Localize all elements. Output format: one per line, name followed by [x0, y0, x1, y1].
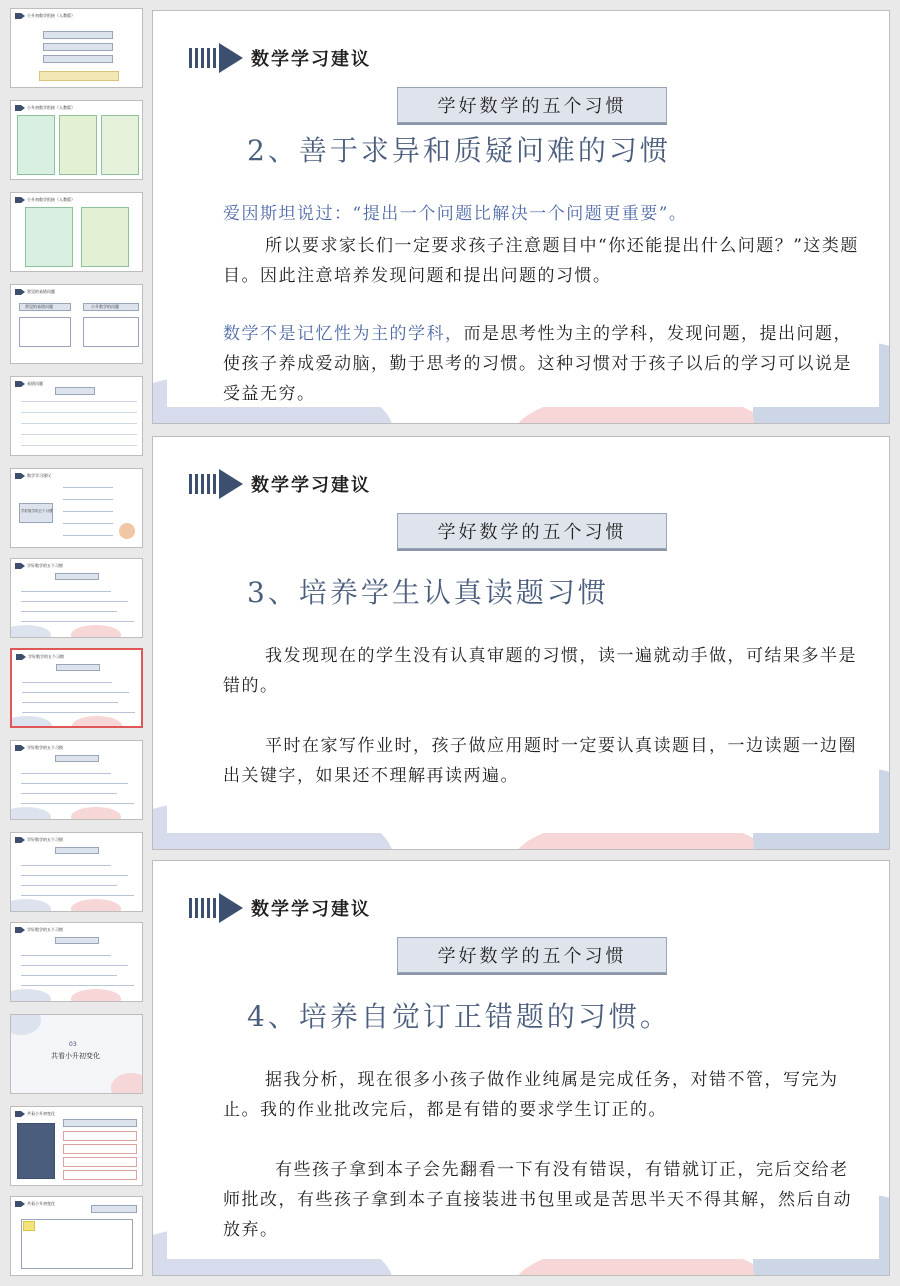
- thumb-decor: [21, 591, 111, 592]
- thumb-decor: [21, 885, 117, 886]
- thumb-decor: [55, 387, 95, 395]
- thumb-header: [15, 197, 75, 203]
- thumb-decor: [71, 899, 121, 912]
- body-paragraph: 据我分析，现在很多小孩子做作业纯属是完成任务，对错不管，写完为止。我的作业批改完后，都是有错的要求学生订正的。: [223, 1070, 839, 1120]
- thumb-title: 学好数学的五个习惯: [27, 927, 63, 932]
- habit-heading: 4、培养自觉订正错题的习惯。: [247, 1000, 671, 1033]
- thumb-text: 共看小升初变化: [51, 1052, 100, 1060]
- slide-thumbnail[interactable]: [10, 1196, 143, 1276]
- slide-header-title: 数学学习建议: [251, 49, 371, 70]
- thumb-title: 共看小升初变化: [27, 1201, 55, 1206]
- emphasis-text: 数学不是记忆性为主的学科，: [223, 324, 464, 344]
- slide-thumbnail[interactable]: [10, 8, 143, 88]
- thumb-decor: [43, 43, 113, 51]
- slide-header-title: 数学学习建议: [251, 899, 371, 920]
- thumb-decor: [22, 682, 112, 683]
- thumb-decor: [63, 1157, 137, 1167]
- thumb-text: 小升数学的问题: [91, 304, 119, 309]
- thumb-decor: [72, 716, 122, 728]
- thumb-decor: [21, 773, 111, 774]
- thumb-decor: [22, 692, 129, 693]
- habit-heading: 2、善于求异和质疑问难的习惯: [247, 134, 671, 167]
- thumb-decor: [101, 115, 139, 175]
- thumb-decor: [10, 716, 52, 728]
- arrow-icon: [15, 473, 25, 479]
- arrow-bars-icon: [189, 469, 247, 499]
- thumb-decor: [10, 899, 51, 912]
- thumb-decor: [59, 115, 97, 175]
- slide-header-title: 数学学习建议: [251, 475, 371, 496]
- quote-paragraph: [223, 199, 873, 229]
- thumb-decor: [81, 207, 129, 267]
- arrow-icon: [16, 654, 26, 660]
- thumb-title: 小升初数学衔接（人教版）: [27, 105, 75, 110]
- thumb-decor: [10, 807, 51, 820]
- thumb-decor: [10, 1014, 41, 1035]
- thumb-decor: [63, 535, 113, 536]
- thumb-decor: [19, 317, 71, 347]
- slide-header: [189, 893, 371, 923]
- slide-thumbnail[interactable]: [10, 468, 143, 548]
- slide-thumbnail[interactable]: [10, 376, 143, 456]
- thumb-decor: [71, 807, 121, 820]
- subtitle-box: 学好数学的五个习惯: [397, 937, 667, 973]
- thumb-decor: [21, 401, 137, 402]
- thumb-decor: [21, 875, 128, 876]
- thumb-decor: [23, 1221, 35, 1231]
- slide-thumbnail-panel[interactable]: [0, 0, 150, 1286]
- slide-thumbnail[interactable]: [10, 192, 143, 272]
- thumb-header: [15, 1111, 55, 1117]
- slide-thumbnail[interactable]: [10, 832, 143, 912]
- thumb-decor: [63, 487, 113, 488]
- thumb-header: [15, 563, 63, 569]
- thumb-decor: [22, 702, 118, 703]
- thumb-text: 学好数学的五个习惯: [21, 509, 53, 513]
- thumb-decor: [43, 31, 113, 39]
- thumb-decor: [39, 71, 119, 81]
- body-paragraph: 有些孩子拿到本子会先翻看一下有没有错误，有错就订正，完后交给老师批改，有些孩子拿到本子直接装进书包里或是苦思半天不得其解，然后自动放弃。: [223, 1160, 852, 1240]
- thumb-text: 常见的易错问题: [25, 304, 53, 309]
- slide-content-panel: [167, 869, 879, 1259]
- arrow-icon: [15, 197, 25, 203]
- thumb-decor: [21, 601, 128, 602]
- arrow-icon: [15, 1111, 25, 1117]
- thumb-decor: [63, 1170, 137, 1180]
- slide-content-panel: [167, 19, 879, 407]
- thumb-decor: [21, 793, 117, 794]
- thumb-title: 学好数学的五个习惯: [28, 654, 64, 659]
- thumb-decor: [21, 895, 134, 896]
- thumb-decor: [55, 847, 99, 854]
- thumb-decor: [21, 611, 117, 612]
- thumb-decor: [63, 1119, 137, 1127]
- arrow-icon: [15, 105, 25, 111]
- thumb-decor: [22, 712, 135, 713]
- subtitle-box: 学好数学的五个习惯: [397, 513, 667, 549]
- thumb-decor: [21, 434, 137, 435]
- slide-thumbnail[interactable]: [10, 1014, 143, 1094]
- body-paragraph: 所以要求家长们一定要求孩子注意题目中“你还能提出什么问题？”这类题目。因此注意培养发现问题和提出问题的习惯。: [223, 236, 859, 286]
- thumb-decor: [43, 55, 113, 63]
- thumb-title: 小升初数学衔接（人教版）: [27, 197, 75, 202]
- thumb-decor: [17, 1123, 55, 1179]
- slide-header: [189, 469, 371, 499]
- einstein-quote: 爱因斯坦说过：“提出一个问题比解决一个问题更重要”。: [223, 204, 688, 224]
- slide-thumbnail[interactable]: [10, 284, 143, 364]
- thumb-header: [15, 837, 63, 843]
- thumb-title: 易错问题: [27, 381, 43, 386]
- thumb-decor: [21, 412, 137, 413]
- slide-habit-4[interactable]: [152, 860, 890, 1276]
- arrow-icon: [15, 745, 25, 751]
- thumb-decor: [56, 664, 100, 671]
- thumb-decor: [71, 625, 121, 638]
- thumb-decor: [55, 755, 99, 762]
- thumb-decor: [21, 975, 117, 976]
- thumb-decor: [10, 989, 51, 1002]
- thumb-title: 常见的易错问题: [27, 289, 55, 294]
- arrow-icon: [15, 13, 25, 19]
- thumb-decor: [63, 1144, 137, 1154]
- thumb-decor: [21, 445, 137, 446]
- subtitle-box: 学好数学的五个习惯: [397, 87, 667, 123]
- slide-thumbnail[interactable]: [10, 1106, 143, 1186]
- thumb-decor: [55, 937, 99, 944]
- slide-thumbnail[interactable]: [10, 100, 143, 180]
- thumb-decor: [71, 989, 121, 1002]
- slide-header: [189, 43, 371, 73]
- thumb-title: 学好数学的五个习惯: [27, 837, 63, 842]
- thumb-decor: [10, 625, 51, 638]
- thumb-decor: [17, 115, 55, 175]
- thumb-decor: [21, 621, 134, 622]
- thumb-decor: [21, 783, 128, 784]
- thinking-paragraph: [223, 319, 863, 409]
- arrow-bars-icon: [189, 43, 247, 73]
- thumb-title: 学好数学的五个习惯: [27, 745, 63, 750]
- thumb-header: [15, 105, 75, 111]
- thumb-decor: [63, 523, 113, 524]
- thumb-decor: [63, 511, 113, 512]
- thumb-title: 数学学习建议: [27, 473, 51, 478]
- arrow-icon: [15, 1201, 25, 1207]
- thumb-decor: [21, 865, 111, 866]
- thumb-decor: [21, 803, 134, 804]
- thumb-decor: [111, 1073, 143, 1094]
- thumb-decor: [119, 523, 135, 539]
- thumb-decor: [21, 423, 137, 424]
- body-paragraph: 我发现现在的学生没有认真审题的习惯，读一遍就动手做，可结果多半是错的。: [223, 646, 857, 696]
- arrow-icon: [15, 837, 25, 843]
- thumb-decor: [91, 1205, 137, 1213]
- thumb-decor: [25, 207, 73, 267]
- arrow-icon: [15, 289, 25, 295]
- thumb-decor: [21, 985, 134, 986]
- thumb-decor: [21, 965, 128, 966]
- thumb-decor: [55, 573, 99, 580]
- thinking-body: 而是思考性为主的学科，发现问题，提出问题，使孩子养成爱动脑，勤于思考的习惯。这种习惯对于孩子以后的学习可以说是受益无穷。: [223, 324, 852, 404]
- body-paragraph: 平时在家写作业时，孩子做应用题时一定要认真读题目，一边读题一边圈出关键字，如果还不理解再读两遍。: [223, 736, 857, 786]
- thumb-title: 学好数学的五个习惯: [27, 563, 63, 568]
- thumb-header: [16, 654, 64, 660]
- slide-content-panel: [167, 445, 879, 833]
- slide-thumbnail[interactable]: [10, 922, 143, 1002]
- arrow-icon: [15, 381, 25, 387]
- thumb-header: [15, 927, 63, 933]
- thumb-decor: [83, 317, 139, 347]
- thumb-header: [15, 1201, 55, 1207]
- thumb-text: 03: [69, 1041, 77, 1048]
- habit-heading: 3、培养学生认真读题习惯: [247, 576, 609, 609]
- slide-habit-3[interactable]: [152, 436, 890, 850]
- thumb-header: [15, 473, 51, 479]
- thumb-header: [15, 13, 75, 19]
- thumb-header: [15, 381, 43, 387]
- slide-habit-2[interactable]: [152, 10, 890, 424]
- arrow-icon: [15, 927, 25, 933]
- slide-thumbnail[interactable]: [10, 558, 143, 638]
- thumb-title: 共看小升初变化: [27, 1111, 55, 1116]
- slide-thumbnail[interactable]: [10, 648, 143, 728]
- thumb-decor: [63, 499, 113, 500]
- thumb-decor: [63, 1131, 137, 1141]
- arrow-icon: [15, 563, 25, 569]
- thumb-decor: [21, 1219, 133, 1269]
- thumb-decor: [21, 955, 111, 956]
- arrow-bars-icon: [189, 893, 247, 923]
- thumb-header: [15, 745, 63, 751]
- thumb-title: 小升初数学衔接（人教版）: [27, 13, 75, 18]
- slide-thumbnail[interactable]: [10, 740, 143, 820]
- thumb-header: [15, 289, 55, 295]
